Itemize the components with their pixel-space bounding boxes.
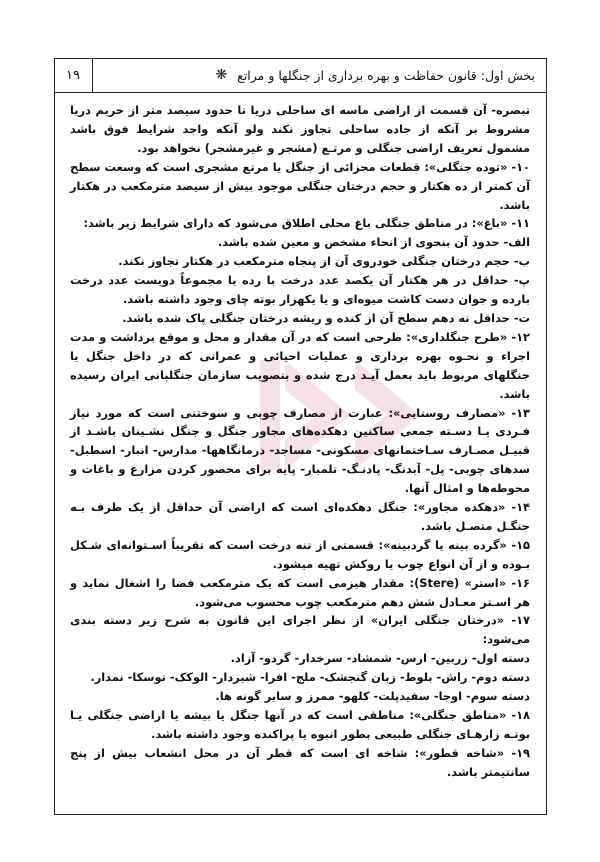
paragraph-11-te: ت- حداقل نه دهم سطح آن از کنده و ریشه درختان جنگلی پاک شده باشد. <box>122 310 530 325</box>
paragraph-13: ۱۳- «مصارف روستایی»: عبارت از مصارف چوبی و سوختنی است که مورد نیاز فـردی یـا دسـته جمعی ساکنین دهکده‌های مجاور جنگل و جنگل نشـینان باشـد از قبیـل مصـارف سـاختمانهای مسکونی- مساجد- درمانگاهها- مدارس- انبار- اسطبل- سدهای چوبی- پل- آبدنگ- پادنـگ- تلمبار- پایه برای محصور کردن مزارع و باغات و محوطه‌ها و امثال آنها. <box>70 405 530 496</box>
ornament-icon: ❋ <box>215 67 228 83</box>
paragraph-19: ۱۹- «شاخه قطور»: شاخه ای است که قطر آن در محل انشعاب بیش از پنج سانتیمتر باشد. <box>70 745 530 779</box>
body-text <box>70 101 530 782</box>
paragraph-16: ۱۶- «استر» (Stere): مقدار هیزمی است که یک مترمکعب فضا را اشغال نماید و هر اسـتر معـادل شش دهم مترمکعب چوب محسوب می‌شود. <box>70 575 530 609</box>
paragraph-note: تبصره- آن قسمت از اراضی ماسه ای ساحلی دریا تا حدود سیصد متر از حریم دریا مشروط بر آنکه از جاده ساحلی تجاوز نکند ولو آنکه واجد شرایط فوق باشد مشمول تعریف اراضی جنگلی و مرتـع (مشجر و غیرمشجر) نخواهد بود. <box>70 103 530 155</box>
paragraph-15: ۱۵- «گرده بینه یا گردبینه»: قسمتی از تنه درخت است که تقریباً اسـتوانه‌ای شـکل بـوده و از آن انواع چوب یا روکش تهیه میشود. <box>70 537 530 571</box>
paragraph-11: ۱۱- «باغ»: در مناطق جنگلی باغ محلی اطلاق می‌شود که دارای شرایط زیر باشد: <box>83 216 530 231</box>
header-rule <box>54 92 547 93</box>
paragraph-17-group-1: دسته اول- زربین- ارس- شمشاد- سرخدار- گردو- آزاد. <box>230 651 530 666</box>
paragraph-17-group-3: دسته سوم- اوجا- سفیدپلت- کلهو- ممرز و سایر گونه ها. <box>215 689 530 704</box>
paragraph-17: ۱۷- «درختان جنگلی ایران» از نظر اجرای این قانون به شرح زیر دسته بندی می‌شود: <box>70 613 530 647</box>
paragraph-11-alef: الف- حدود آن بنحوی از انحاء مشخص و معین شده باشد. <box>217 235 530 250</box>
paragraph-18: ۱۸- «مناطق جنگلی»: مناطقی است که در آنها جنگل یا بیشه یا اراضی جنگلی یـا بوتـه زارهـای جنگلی طبیعی بطور انبوه یا پراکنده وجود داشته باشد. <box>70 708 530 741</box>
paragraph-10: ۱۰- «توده جنگلی»: قطعات مجزائی از جنگل یا مرتع مشجری است که وسعت سطح آن کمتر از ده هکتار و حجم درختان جنگلی موجود بیش از سیصد مترمکعب در هکتار باشد. <box>70 159 530 212</box>
paragraph-14: ۱۴- «دهکده مجاور»: جنگل دهکده‌ای است که اراضی آن حداقل از یک طرف بـه جنگـل متصـل باشد. <box>70 500 530 533</box>
running-title: بخش اول: قانون حفاظت و بهره برداری از جنگلها و مراتع <box>237 67 535 83</box>
running-header <box>54 58 547 92</box>
paragraph-11-be: ب- حجم درختان جنگلی خودروی آن از پنجاه مترمکعب در هکتار تجاوز نکند. <box>118 254 530 269</box>
paragraph-17-group-2: دسته دوم- راش- بلوط- زبان گنجشک- ملج- افرا- شیردار- الوکک- توسکا- نمدار. <box>90 670 530 685</box>
page-number: ۱۹ <box>66 67 80 83</box>
paragraph-11-pe: پ- حداقل در هر هکتار آن یکصد عدد درخت با رده یا مجموعاً دویست عدد درخت بارده و جوان دست کاشت میوه‌ای و یا یکهزار بوته چای وجود داشته باشد. <box>70 273 530 307</box>
paragraph-12: ۱۲- «طرح جنگلداری»: طرحی است که در آن مقدار و محل و موقع برداشت و مدت اجراء و نحـوه بهره برداری و عملیات احیائی و عمرانی که در داخل جنگل یا جنگلهای مربوط باید بعمل آیـد درج شده و بتصویب سازمان جنگلبانی ایران رسیده باشد. <box>70 329 530 401</box>
